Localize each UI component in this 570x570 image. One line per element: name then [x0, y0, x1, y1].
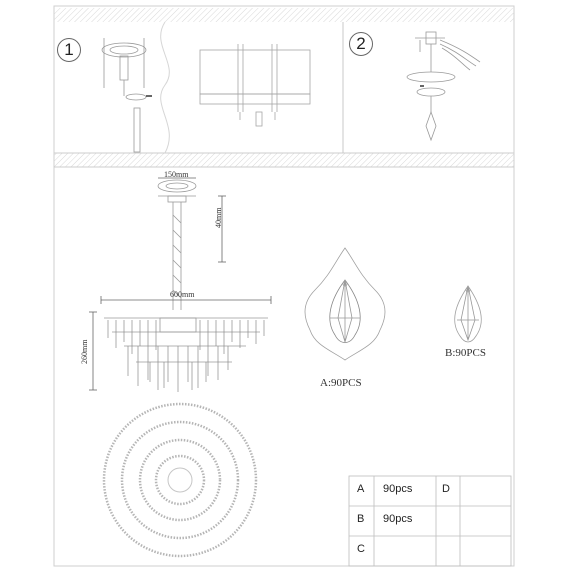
wavy-divider: [161, 22, 170, 153]
page-frame: [54, 6, 514, 566]
top-view-center: [168, 468, 192, 492]
top-width-label: 150mm: [164, 170, 189, 179]
crystal-drops: [108, 320, 264, 392]
crystal-a-drawing: [305, 248, 385, 360]
crystal-b-label: B:90PCS: [445, 347, 486, 359]
crystal-b-drawing: [455, 286, 482, 342]
table-row-a-letter2: D: [442, 483, 450, 495]
table-row-c-letter: C: [357, 543, 365, 555]
chandelier-top-view: [104, 404, 256, 556]
step1-canopy-drawing: [102, 38, 152, 152]
main-width-label: 600mm: [170, 290, 195, 299]
table-row-b-letter: B: [357, 513, 365, 525]
top-band: [54, 8, 514, 22]
step-1-badge: 1: [57, 38, 81, 62]
table-row-a-qty: 90pcs: [383, 483, 413, 495]
chandelier-side-view: [89, 178, 271, 390]
step-2-badge: 2: [349, 32, 373, 56]
parts-table: [349, 476, 511, 566]
table-row-b-qty: 90pcs: [383, 513, 413, 525]
table-row-a-letter: A: [357, 483, 365, 495]
crystal-a-label: A:90PCS: [320, 377, 362, 389]
body-height-label: 260mm: [80, 339, 89, 364]
step1-rod-detail: [200, 44, 310, 126]
step2-wiring-drawing: [407, 32, 480, 140]
middle-band: [54, 153, 514, 167]
rod-height-label: 40mm: [214, 207, 223, 228]
